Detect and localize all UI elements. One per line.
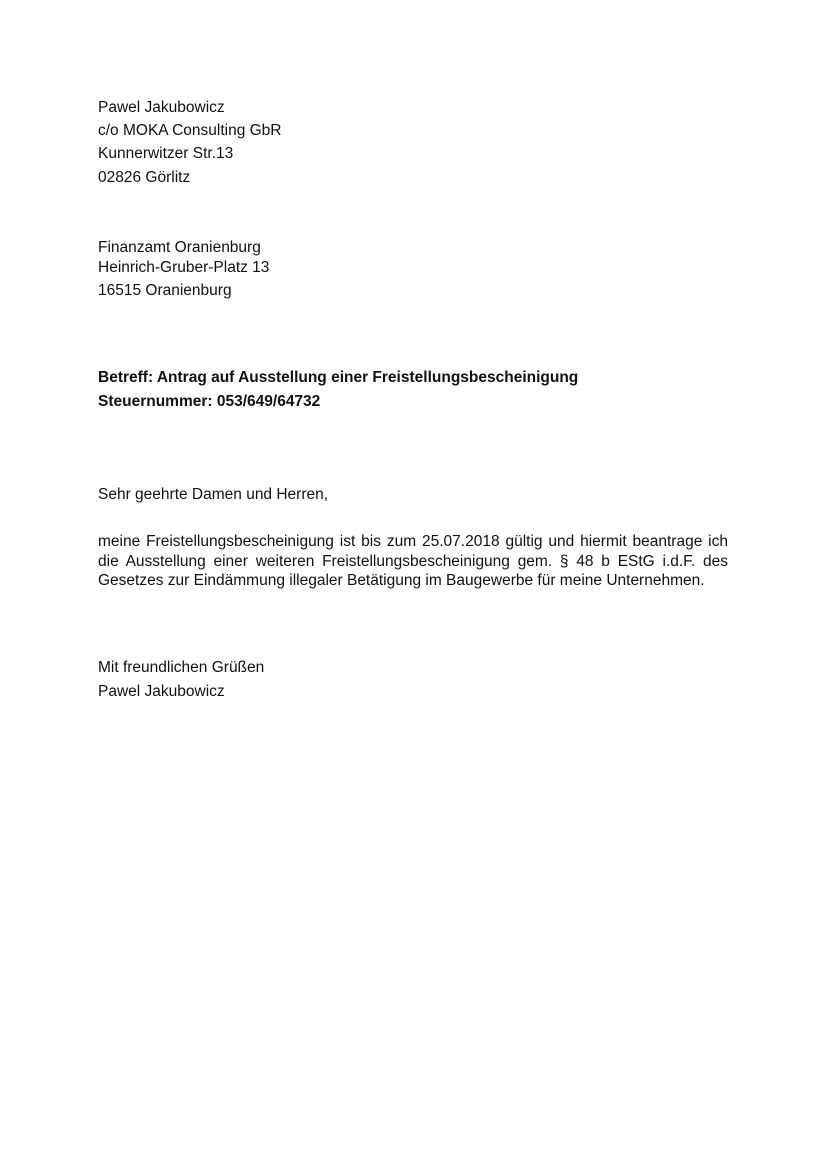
closing-greeting: Mit freundlichen Grüßen [98,659,265,676]
signature-name: Pawel Jakubowicz [98,683,225,700]
tax-number-line: Steuernummer: 053/649/64732 [98,393,321,410]
body-paragraph: meine Freistellungsbescheinigung ist bis zum 25.07.2018 gültig und hiermit beantrage ich die Ausstellung einer weiteren Freistellungsbescheinigung gem. § 48 b EStG i.d.F. des Gesetzes zur Eindämmung illegaler Betätigung im Baugewerbe für meine Unternehmen. [98,533,728,589]
sender-name: Pawel Jakubowicz [98,99,225,116]
sender-company: c/o MOKA Consulting GbR [98,122,282,139]
recipient-city: 16515 Oranienburg [98,282,232,299]
recipient-street: Heinrich-Gruber-Platz 13 [98,259,270,276]
sender-street: Kunnerwitzer Str.13 [98,145,234,162]
salutation: Sehr geehrte Damen und Herren, [98,486,329,503]
recipient-name: Finanzamt Oranienburg [98,239,261,256]
subject-line: Betreff: Antrag auf Ausstellung einer Freistellungsbescheinigung [98,369,579,386]
sender-city: 02826 Görlitz [98,169,191,186]
